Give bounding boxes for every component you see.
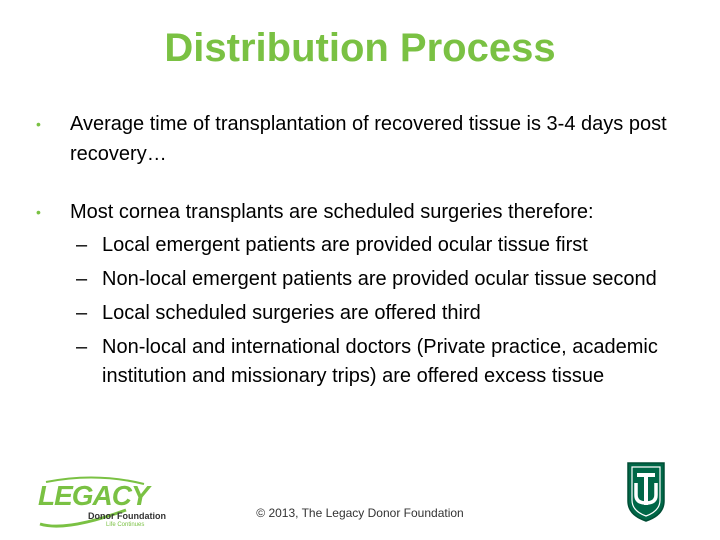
sub-bullet-item bbox=[36, 265, 676, 294]
slide-content bbox=[36, 109, 676, 396]
bullet-text: Average time of transplantation of recovered tissue is 3-4 days post recovery… bbox=[70, 113, 667, 165]
sub-bullet-marker: – bbox=[76, 234, 88, 256]
footer-copyright: © 2013, The Legacy Donor Foundation bbox=[256, 506, 464, 520]
sub-bullet-text: Local scheduled surgeries are offered third bbox=[102, 302, 481, 324]
sub-bullet-text: Non-local and international doctors (Private practice, academic institution and missionary trips) are offered excess tissue bbox=[102, 336, 658, 387]
bullet-text: Most cornea transplants are scheduled surgeries therefore: bbox=[70, 201, 594, 223]
bullet-marker: • bbox=[36, 116, 41, 132]
legacy-foundation-logo bbox=[36, 474, 171, 532]
bullet-item bbox=[36, 109, 676, 169]
sub-bullet-text: Local emergent patients are provided ocular tissue first bbox=[102, 234, 588, 256]
sub-bullet-item bbox=[36, 231, 676, 260]
sub-bullet-marker: – bbox=[76, 268, 88, 290]
sub-bullet-item bbox=[36, 333, 676, 391]
sub-bullet-item bbox=[36, 299, 676, 328]
legacy-tagline: Life Continues bbox=[106, 522, 145, 528]
sub-bullet-list bbox=[36, 231, 676, 391]
sub-bullet-marker: – bbox=[76, 302, 88, 324]
bullet-marker: • bbox=[36, 204, 41, 220]
legacy-wordmark: LEGACY bbox=[38, 480, 149, 511]
sub-bullet-text: Non-local emergent patients are provided ocular tissue second bbox=[102, 268, 657, 290]
sub-bullet-marker: – bbox=[76, 336, 88, 358]
bullet-item bbox=[36, 197, 676, 227]
legacy-subtitle: Donor Foundation bbox=[88, 511, 166, 521]
slide-title: Distribution Process bbox=[164, 26, 556, 70]
